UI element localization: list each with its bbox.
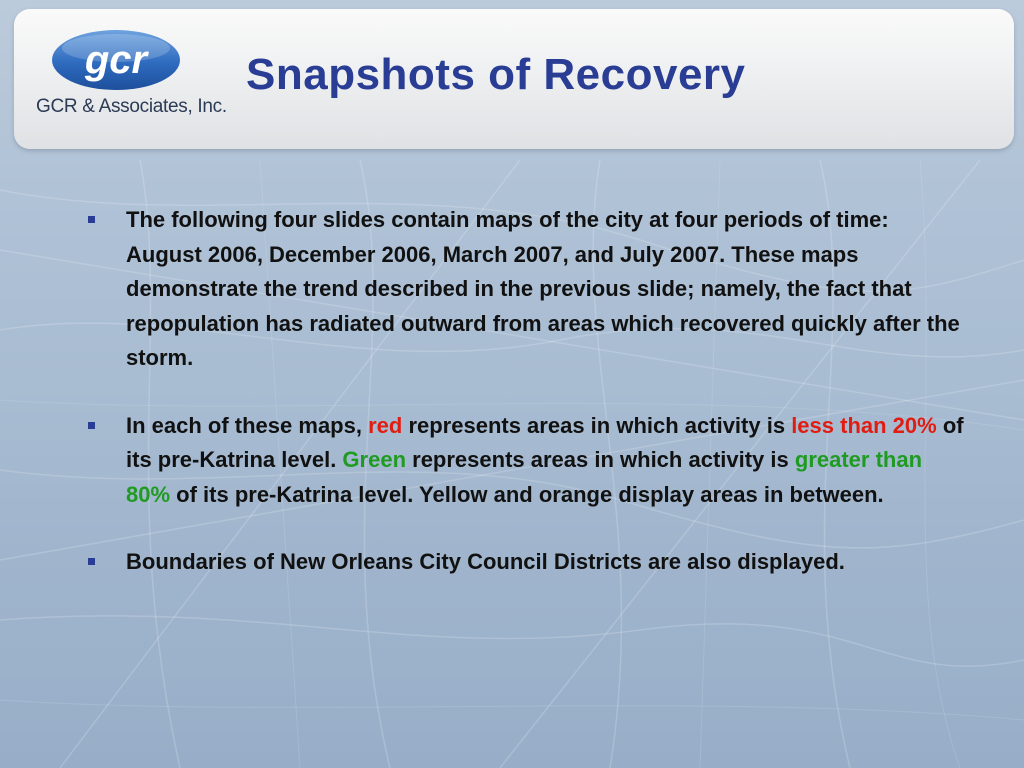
green-keyword: Green: [342, 447, 407, 472]
bullet-text-segment: In each of these maps,: [126, 412, 369, 438]
less-than-20-highlight: less than 20%: [791, 412, 937, 438]
bullet-item: [84, 409, 964, 513]
greater-than-80-highlight: greater than 80%: [126, 447, 923, 507]
bullet-item: [84, 203, 964, 376]
bullet-item: [84, 545, 964, 580]
bullet-square-icon: [88, 216, 95, 223]
gcr-logo-mark: [50, 28, 182, 92]
bullet-text: The following four slides contain maps of the city at four periods of time: August 2006, December 2006, March 2007, and July 2007. These maps demonstrate the trend described in the previous slide; namely, the fact that repopulation has radiated outward from areas which recovered quickly after the storm.: [126, 207, 960, 370]
bullet-text-segment: represents areas in which activity is: [402, 412, 792, 438]
bullet-text-segment: of its pre-Katrina level.: [126, 412, 964, 472]
bullet-text-segment: of its pre-Katrina level. Yellow and orange display areas in between.: [170, 481, 884, 507]
company-name: GCR & Associates, Inc.: [36, 96, 227, 117]
bullet-list: [84, 203, 964, 613]
bullet-text-segment: represents areas in which activity is: [406, 447, 795, 472]
slide-title: Snapshots of Recovery: [246, 50, 746, 99]
company-logo: [36, 28, 227, 124]
bullet-text: Boundaries of New Orleans City Council Districts are also displayed.: [126, 549, 845, 574]
bullet-square-icon: [88, 422, 95, 429]
logo-mark-text: gcr: [84, 38, 148, 82]
bullet-square-icon: [88, 558, 95, 565]
red-keyword: red: [368, 412, 403, 438]
